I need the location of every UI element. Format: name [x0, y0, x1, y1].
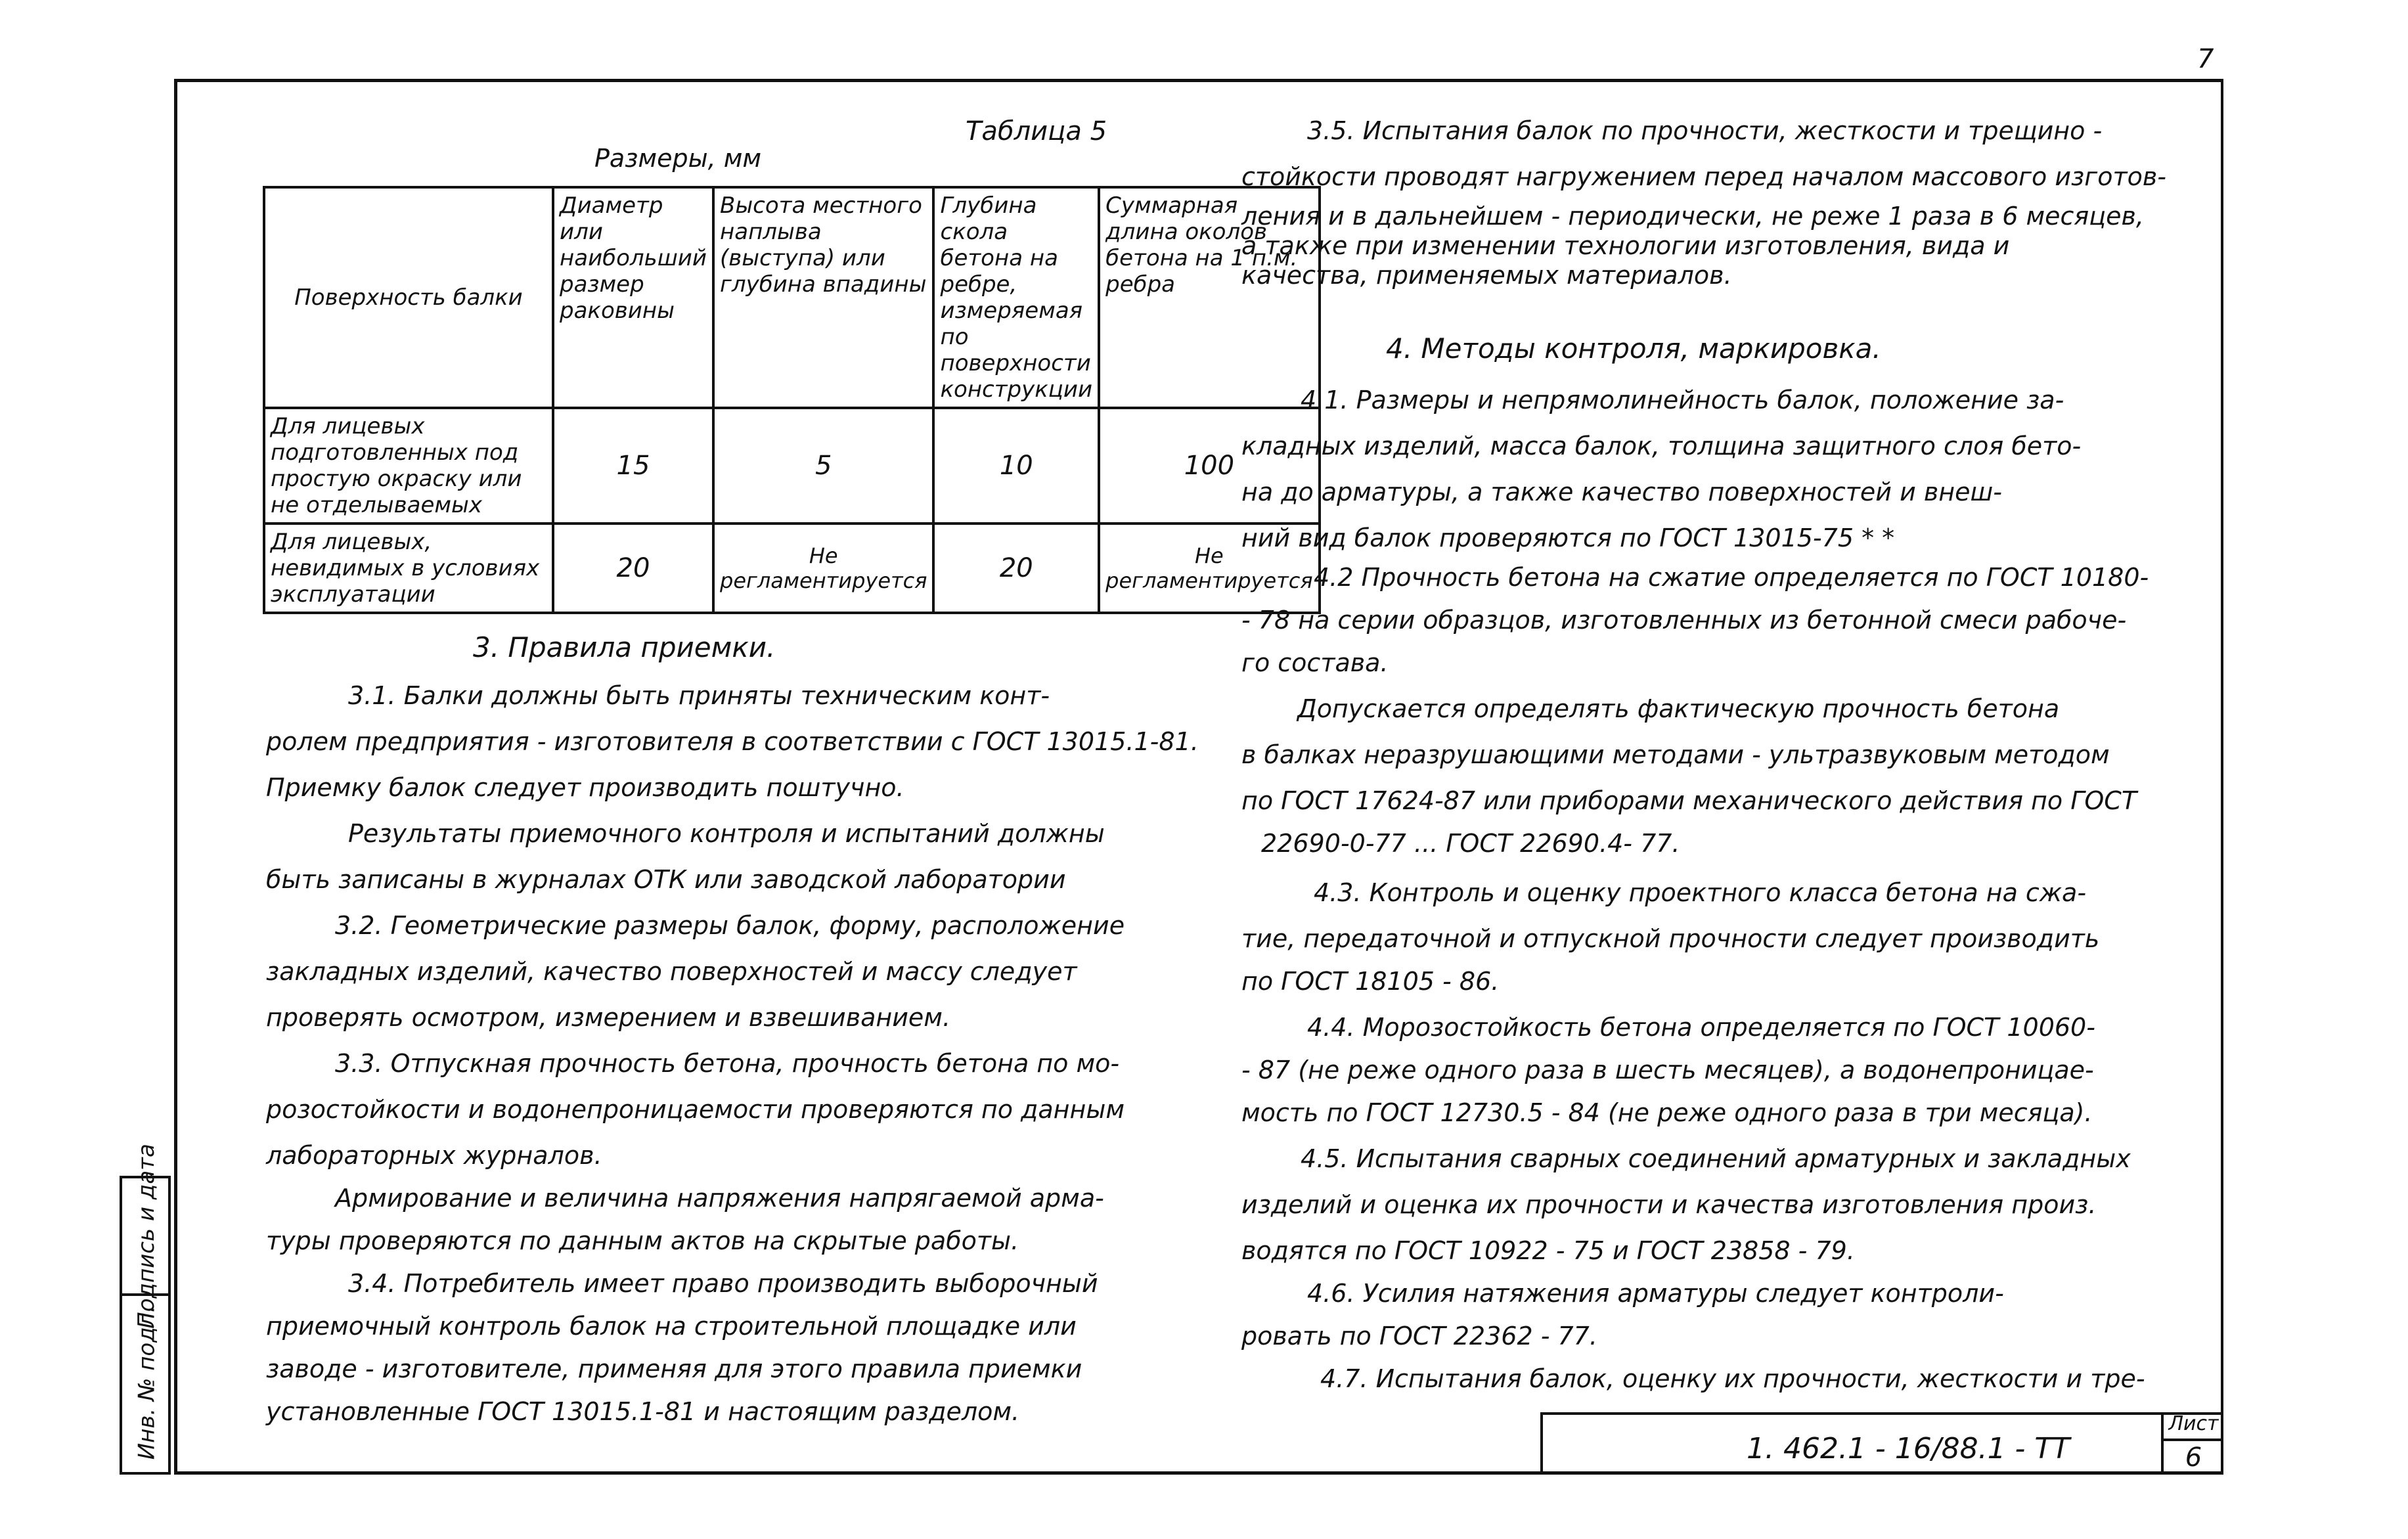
text-line: по ГОСТ 18105 - 86. — [1241, 967, 1500, 996]
text-line: Приемку балок следует производить поштучно. — [266, 773, 904, 802]
text-line: изделий и оценка их прочности и качества изготовления произ. — [1241, 1190, 2097, 1219]
text-line: тие, передаточной и отпускной прочности следует производить — [1241, 924, 2100, 953]
text-line: 4.6. Усилия натяжения арматуры следует контроли- — [1307, 1279, 2004, 1308]
text-line: качества, применяемых материалов. — [1241, 261, 1732, 290]
sheet-label: Лист — [2164, 1412, 2223, 1441]
text-line: 22690-0-77 ... ГОСТ 22690.4- 77. — [1261, 829, 1680, 858]
text-line: приемочный контроль балок на строительной площадке или — [266, 1312, 1077, 1341]
table-row — [264, 408, 1320, 524]
table-cell: 20 — [553, 524, 713, 613]
table-header-cell: Суммарная длина околов бетона на 1 п.м. ребра — [1099, 187, 1319, 408]
title-block — [1540, 1412, 2223, 1475]
text-line: на до арматуры, а также качество поверхностей и внеш- — [1241, 478, 2002, 506]
table-row — [264, 524, 1320, 613]
table-cell: 100 — [1099, 408, 1319, 524]
text-line: туры проверяются по данным актов на скрытые работы. — [266, 1226, 1019, 1255]
section-4-title: 4. Методы контроля, маркировка. — [1386, 332, 1881, 365]
table-cell: 5 — [713, 408, 933, 524]
stamp-signature-label: Подпись и дата — [133, 1143, 160, 1329]
table-header-cell: Поверхность балки — [264, 187, 553, 408]
table-cell: Не регламентируется — [1099, 524, 1319, 613]
text-line: ний вид балок проверяются по ГОСТ 13015-75 * * — [1241, 524, 1895, 552]
defects-table — [263, 186, 1321, 614]
text-line: го состава. — [1241, 648, 1389, 677]
text-line: ления и в дальнейшем - периодически, не реже 1 раза в 6 месяцев, — [1241, 202, 2145, 231]
text-line: 4.1. Размеры и непрямолинейность балок, положение за- — [1301, 386, 2064, 414]
text-line: Допускается определять фактическую прочность бетона — [1297, 694, 2060, 723]
text-line: лабораторных журналов. — [266, 1141, 602, 1170]
text-line: мость по ГОСТ 12730.5 - 84 (не реже одного раза в три месяца). — [1241, 1098, 2093, 1127]
text-line: а также при изменении технологии изготовления, вида и — [1241, 231, 2010, 260]
text-line: 3.5. Испытания балок по прочности, жесткости и трещино - — [1307, 116, 2103, 145]
text-line: в балках неразрушающими методами - ультразвуковым методом — [1241, 740, 2110, 769]
table-cell: 20 — [933, 524, 1099, 613]
text-line: розостойкости и водонепроницаемости проверяются по данным — [266, 1095, 1125, 1124]
table-units: Размеры, мм — [594, 144, 762, 173]
text-line: кладных изделий, масса балок, толщина защитного слоя бето- — [1241, 432, 2082, 460]
text-line: 3.4. Потребитель имеет право производить выборочный — [348, 1269, 1098, 1298]
page-number: 7 — [2197, 44, 2214, 74]
stamp-signature-cell — [122, 1143, 171, 1329]
table-header-row — [264, 187, 1320, 408]
text-line: закладных изделий, качество поверхностей и массу следует — [266, 957, 1077, 986]
text-line: по ГОСТ 17624-87 или приборами механического действия по ГОСТ — [1241, 786, 2137, 815]
table-header-cell: Глубина скола бетона на ребре, измеряемая по поверхности конструкции — [933, 187, 1099, 408]
text-line: заводе - изготовителе, применяя для этого правила приемки — [266, 1354, 1082, 1383]
text-line: 4.4. Морозостойкость бетона определяется по ГОСТ 10060- — [1307, 1013, 2095, 1042]
table-header-cell: Диаметр или наибольший размер раковины — [553, 187, 713, 408]
section-3-title: 3. Правила приемки. — [473, 631, 776, 663]
text-line: 3.2. Геометрические размеры балок, форму, расположение — [335, 911, 1125, 940]
table-cell: Для лицевых, невидимых в условиях эксплуатации — [264, 524, 553, 613]
text-line: 4.2 Прочность бетона на сжатие определяется по ГОСТ 10180- — [1314, 563, 2149, 592]
stamp-inv-label: Инв. № подл. — [133, 1305, 160, 1460]
table-cell: Не регламентируется — [713, 524, 933, 613]
sheet-number: 6 — [2185, 1442, 2202, 1473]
document-designation: 1. 462.1 - 16/88.1 - ТТ — [1747, 1432, 2070, 1465]
text-line: Результаты приемочного контроля и испытаний должны — [348, 819, 1105, 848]
stamp-inv-cell — [122, 1293, 171, 1472]
text-line: 4.5. Испытания сварных соединений арматурных и закладных — [1301, 1144, 2131, 1173]
table-header-cell: Высота местного наплыва (выступа) или глубина впадины — [713, 187, 933, 408]
text-line: проверять осмотром, измерением и взвешиванием. — [266, 1003, 951, 1032]
text-line: быть записаны в журналах ОТК или заводской лаборатории — [266, 865, 1066, 894]
text-line: водятся по ГОСТ 10922 - 75 и ГОСТ 23858 - 79. — [1241, 1236, 1855, 1265]
text-line: Армирование и величина напряжения напрягаемой арма- — [335, 1184, 1104, 1213]
text-line: 4.3. Контроль и оценку проектного класса бетона на сжа- — [1314, 878, 2087, 907]
table-cell: 10 — [933, 408, 1099, 524]
text-line: 4.7. Испытания балок, оценку их прочности, жесткости и тре- — [1320, 1364, 2145, 1393]
text-line: ровать по ГОСТ 22362 - 77. — [1241, 1322, 1597, 1350]
text-line: 3.1. Балки должны быть приняты техническим конт- — [348, 681, 1050, 710]
table-cell: Для лицевых подготовленных под простую окраску или не отделываемых — [264, 408, 553, 524]
text-line: ролем предприятия - изготовителя в соответствии с ГОСТ 13015.1-81. — [266, 727, 1199, 756]
text-line: - 78 на серии образцов, изготовленных из бетонной смеси рабоче- — [1241, 606, 2127, 635]
table-caption: Таблица 5 — [966, 116, 1107, 146]
text-line: 3.3. Отпускная прочность бетона, прочность бетона по мо- — [335, 1049, 1120, 1078]
text-line: установленные ГОСТ 13015.1-81 и настоящим разделом. — [266, 1397, 1020, 1426]
table-cell: 15 — [553, 408, 713, 524]
sheet-number-cell — [2161, 1412, 2223, 1475]
stamp-inventory — [120, 1143, 171, 1475]
text-line: стойкости проводят нагружением перед началом массового изготов- — [1241, 162, 2166, 191]
text-line: - 87 (не реже одного раза в шесть месяцев), а водонепроницае- — [1241, 1056, 2094, 1084]
